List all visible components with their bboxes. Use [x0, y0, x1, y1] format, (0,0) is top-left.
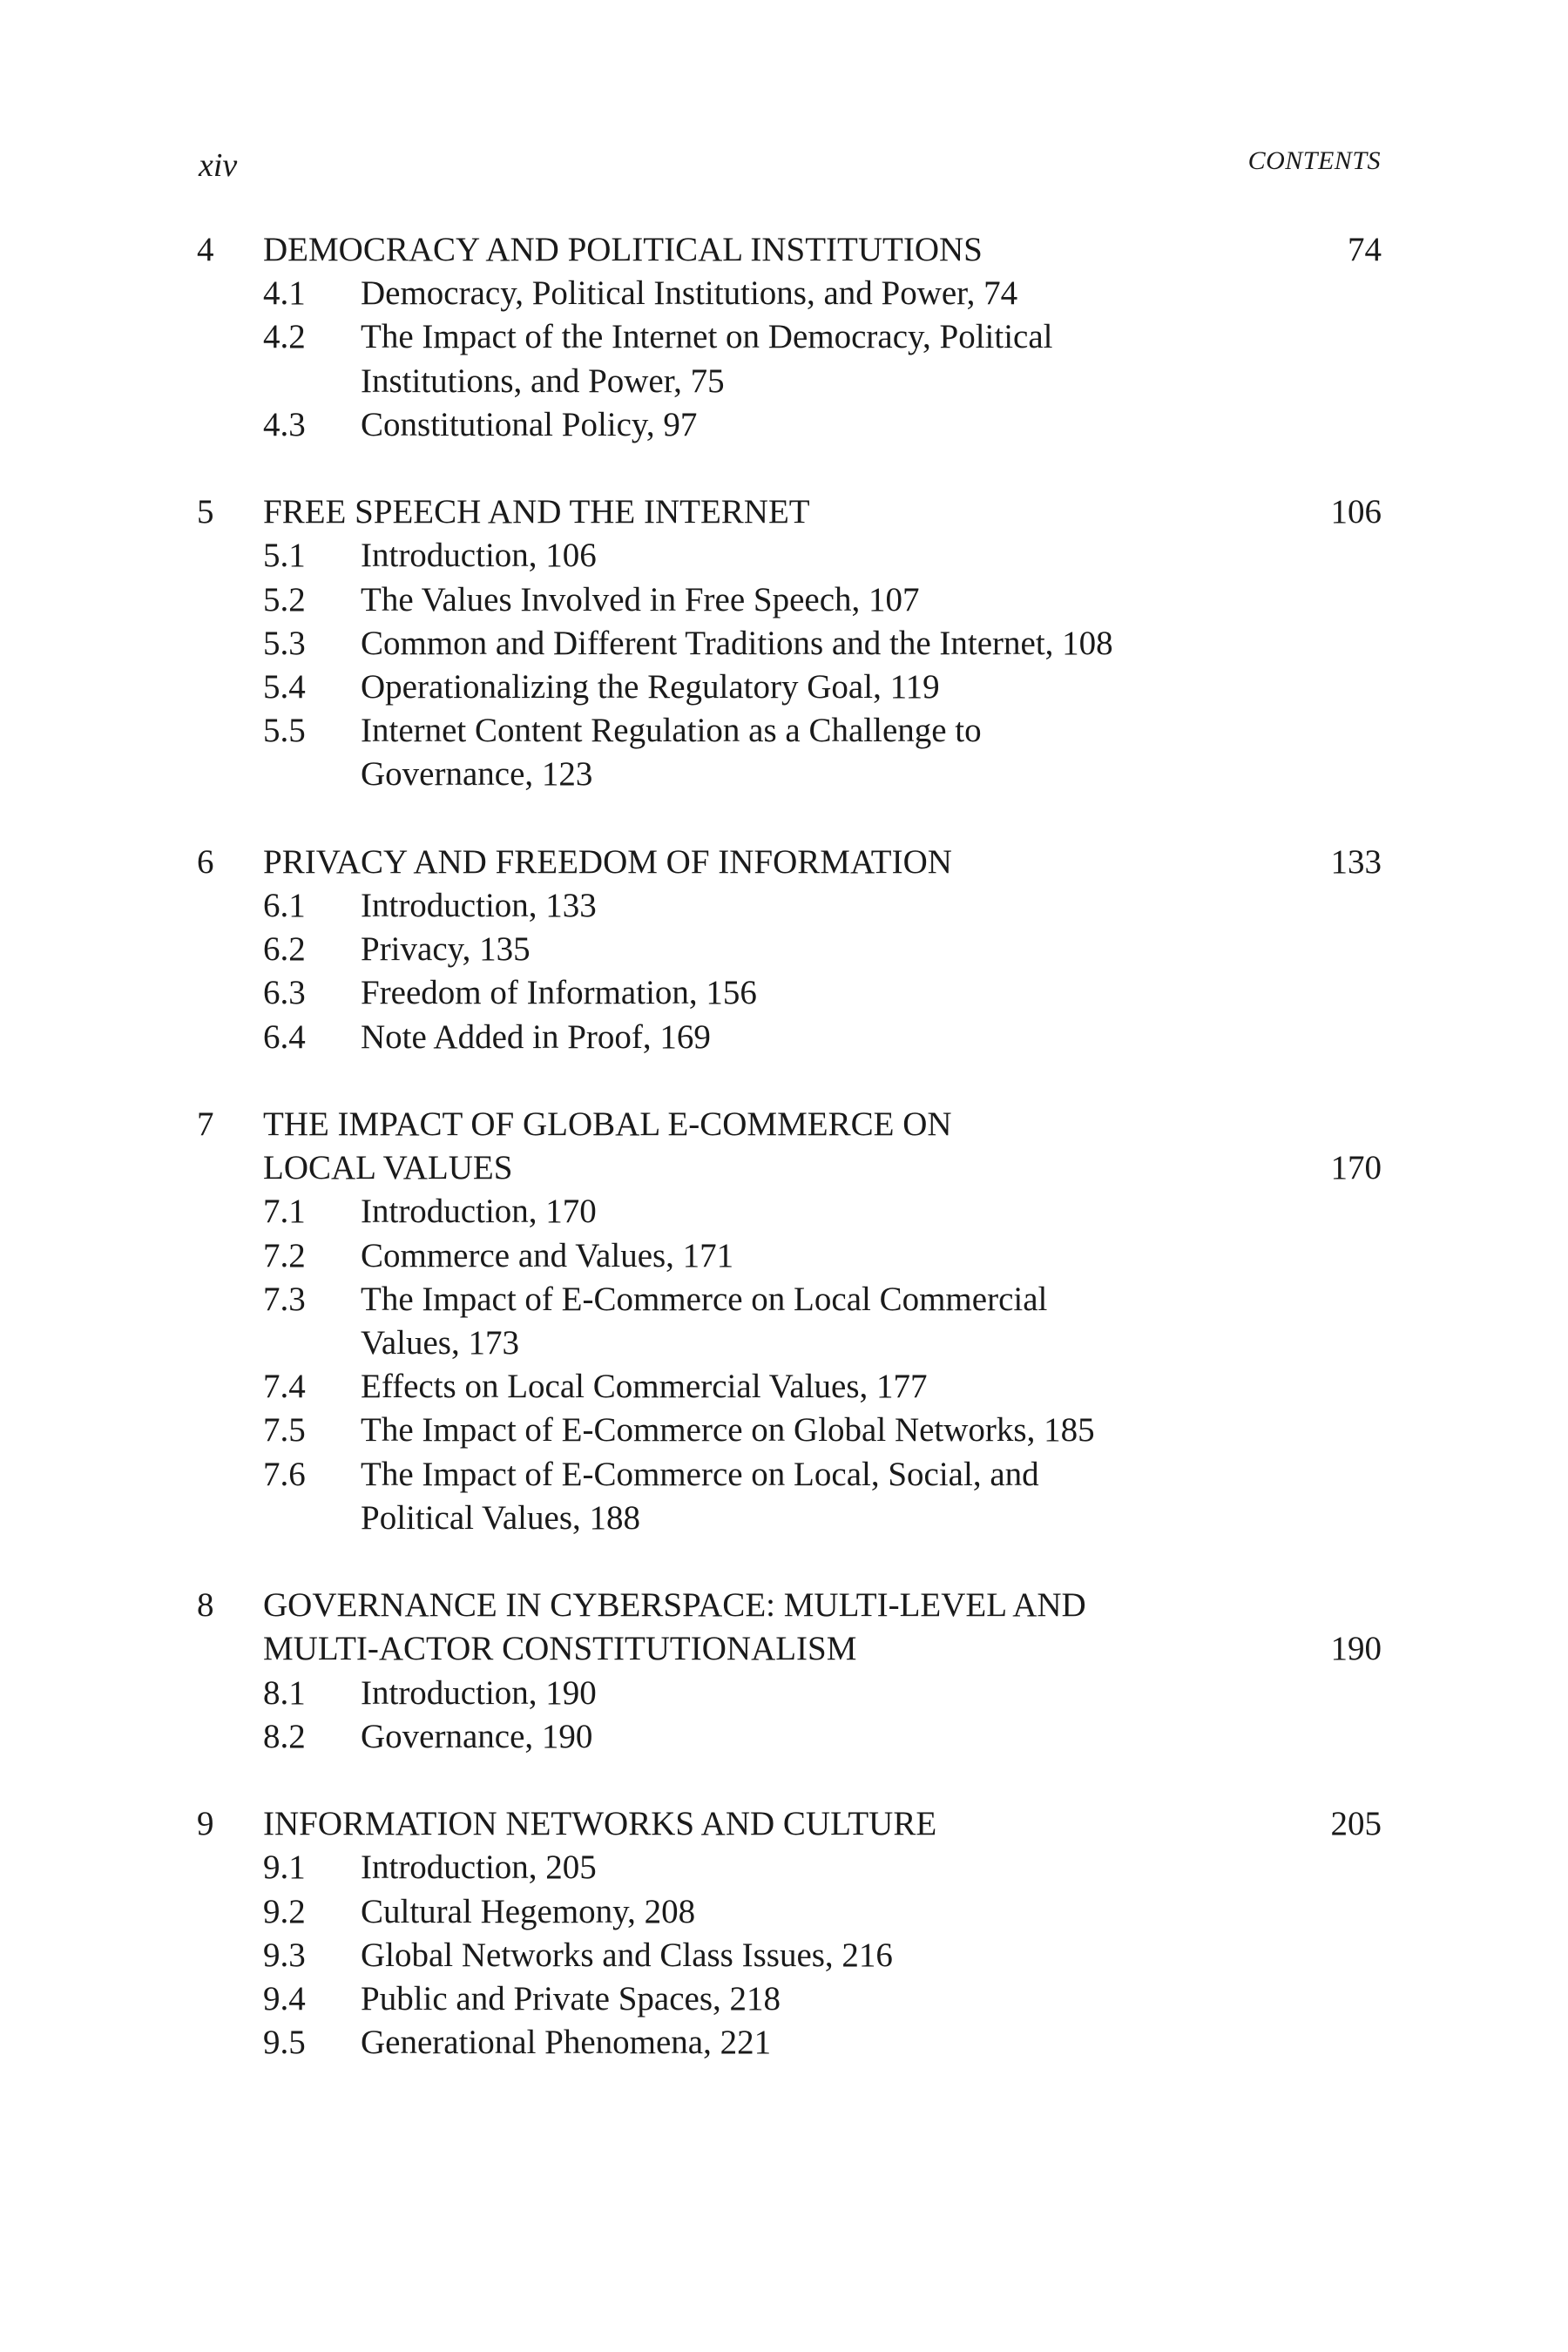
chapter-number: 6 [197, 842, 214, 881]
chapter-number: 5 [197, 493, 214, 531]
toc-section-entry [197, 1715, 1382, 1759]
section-title: Freedom of Information, 156 [361, 974, 757, 1012]
toc-section-entry [197, 1234, 1382, 1278]
section-title: Generational Phenomena, 221 [361, 2024, 772, 2062]
section-title: Introduction, 133 [361, 887, 597, 925]
toc-section-entry [197, 578, 1382, 622]
chapter-heading [197, 1802, 1382, 1846]
section-title: The Impact of E-Commerce on Local Commercial [361, 1280, 1048, 1318]
chapter-heading [197, 490, 1382, 534]
toc-chapter [197, 1584, 1382, 1759]
section-number: 9.2 [263, 1892, 306, 1930]
toc-section-entry [197, 1278, 1382, 1365]
section-title: Values, 173 [361, 1324, 519, 1362]
section-number: 8.2 [263, 1717, 306, 1755]
chapter-heading [197, 228, 1382, 272]
toc-section-entry [197, 971, 1382, 1015]
section-number: 6.2 [263, 930, 306, 969]
section-title: The Impact of E-Commerce on Local, Social, and [361, 1455, 1039, 1493]
section-number: 9.3 [263, 1936, 306, 1974]
page-folio: xiv [199, 147, 238, 184]
section-number: 5.5 [263, 712, 306, 750]
section-number: 5.4 [263, 668, 306, 706]
toc-section-entry [197, 1846, 1382, 1889]
section-title: Privacy, 135 [361, 930, 531, 969]
chapter-title: DEMOCRACY AND POLITICAL INSTITUTIONS [263, 231, 983, 268]
chapter-number: 7 [197, 1105, 214, 1144]
section-number: 5.1 [263, 537, 306, 575]
toc-section-entry [197, 1672, 1382, 1715]
toc-section-entry [197, 1190, 1382, 1233]
section-title: Introduction, 106 [361, 537, 597, 575]
section-number: 9.1 [263, 1848, 306, 1887]
section-title: Introduction, 205 [361, 1848, 597, 1887]
chapter-number: 4 [197, 231, 214, 268]
section-title: Political Values, 188 [361, 1498, 641, 1537]
chapter-title: INFORMATION NETWORKS AND CULTURE [263, 1805, 937, 1843]
section-title: Cultural Hegemony, 208 [361, 1892, 696, 1930]
section-title: The Values Involved in Free Speech, 107 [361, 580, 920, 618]
toc-section-entry [197, 1890, 1382, 1934]
toc-chapter [197, 1802, 1382, 2065]
toc-chapter [197, 228, 1382, 447]
section-number: 6.4 [263, 1017, 306, 1056]
section-title: Institutions, and Power, 75 [361, 362, 725, 400]
section-number: 7.1 [263, 1193, 306, 1231]
chapter-page-number: 170 [1330, 1149, 1382, 1187]
chapter-title: GOVERNANCE IN CYBERSPACE: MULTI-LEVEL AND [263, 1586, 1086, 1625]
section-title: The Impact of E-Commerce on Global Networks, 185 [361, 1411, 1095, 1450]
section-number: 4.1 [263, 274, 306, 313]
toc-section-entry [197, 666, 1382, 709]
chapter-number: 9 [197, 1805, 214, 1843]
section-title: Governance, 190 [361, 1717, 593, 1755]
section-title: Operationalizing the Regulatory Goal, 119 [361, 668, 940, 706]
section-number: 7.3 [263, 1280, 306, 1318]
chapter-title: LOCAL VALUES [263, 1149, 513, 1187]
chapter-page-number: 74 [1348, 231, 1382, 268]
section-number: 8.1 [263, 1673, 306, 1712]
section-title: Introduction, 190 [361, 1673, 597, 1712]
section-number: 4.2 [263, 318, 306, 356]
toc-section-entry [197, 928, 1382, 971]
toc-section-entry [197, 534, 1382, 578]
toc-section-entry [197, 622, 1382, 666]
section-number: 4.3 [263, 405, 306, 443]
toc-chapter [197, 841, 1382, 1059]
chapter-number: 8 [197, 1586, 214, 1625]
toc-section-entry [197, 1453, 1382, 1540]
toc-section-entry [197, 1934, 1382, 1977]
toc-section-entry [197, 403, 1382, 447]
section-title: Introduction, 170 [361, 1193, 597, 1231]
toc-section-entry [197, 2021, 1382, 2065]
section-number: 9.5 [263, 2024, 306, 2062]
toc-section-entry [197, 1409, 1382, 1452]
section-title: Public and Private Spaces, 218 [361, 1980, 781, 2018]
section-number: 7.6 [263, 1455, 306, 1493]
section-title: The Impact of the Internet on Democracy, Political [361, 318, 1053, 356]
section-title: Governance, 123 [361, 755, 593, 794]
chapter-page-number: 190 [1330, 1630, 1382, 1668]
chapter-heading [197, 841, 1382, 884]
toc-chapter [197, 1103, 1382, 1540]
running-head: CONTENTS [1247, 146, 1381, 175]
section-number: 6.1 [263, 887, 306, 925]
toc-section-entry [197, 1016, 1382, 1059]
chapter-page-number: 106 [1330, 493, 1382, 531]
table-of-contents [197, 228, 1382, 2109]
chapter-title: FREE SPEECH AND THE INTERNET [263, 493, 810, 531]
section-title: Common and Different Traditions and the Internet, 108 [361, 624, 1113, 662]
chapter-title: MULTI-ACTOR CONSTITUTIONALISM [263, 1630, 857, 1668]
section-title: Note Added in Proof, 169 [361, 1017, 711, 1056]
toc-chapter [197, 490, 1382, 796]
chapter-heading [197, 1103, 1382, 1190]
chapter-page-number: 133 [1330, 842, 1382, 881]
section-title: Global Networks and Class Issues, 216 [361, 1936, 893, 1974]
chapter-heading [197, 1584, 1382, 1671]
chapter-title: PRIVACY AND FREEDOM OF INFORMATION [263, 842, 952, 881]
section-number: 5.2 [263, 580, 306, 618]
toc-section-entry [197, 272, 1382, 315]
toc-section-entry [197, 1365, 1382, 1409]
section-number: 7.5 [263, 1411, 306, 1450]
toc-section-entry [197, 1977, 1382, 2021]
section-number: 5.3 [263, 624, 306, 662]
section-title: Effects on Local Commercial Values, 177 [361, 1368, 928, 1406]
toc-section-entry [197, 709, 1382, 796]
section-title: Commerce and Values, 171 [361, 1236, 734, 1274]
section-title: Democracy, Political Institutions, and Power, 74 [361, 274, 1018, 313]
section-title: Constitutional Policy, 97 [361, 405, 698, 443]
toc-section-entry [197, 315, 1382, 402]
section-number: 7.2 [263, 1236, 306, 1274]
section-number: 7.4 [263, 1368, 306, 1406]
section-number: 6.3 [263, 974, 306, 1012]
section-title: Internet Content Regulation as a Challenge to [361, 712, 982, 750]
toc-section-entry [197, 884, 1382, 928]
chapter-title: THE IMPACT OF GLOBAL E-COMMERCE ON [263, 1105, 952, 1144]
section-number: 9.4 [263, 1980, 306, 2018]
chapter-page-number: 205 [1330, 1805, 1382, 1843]
